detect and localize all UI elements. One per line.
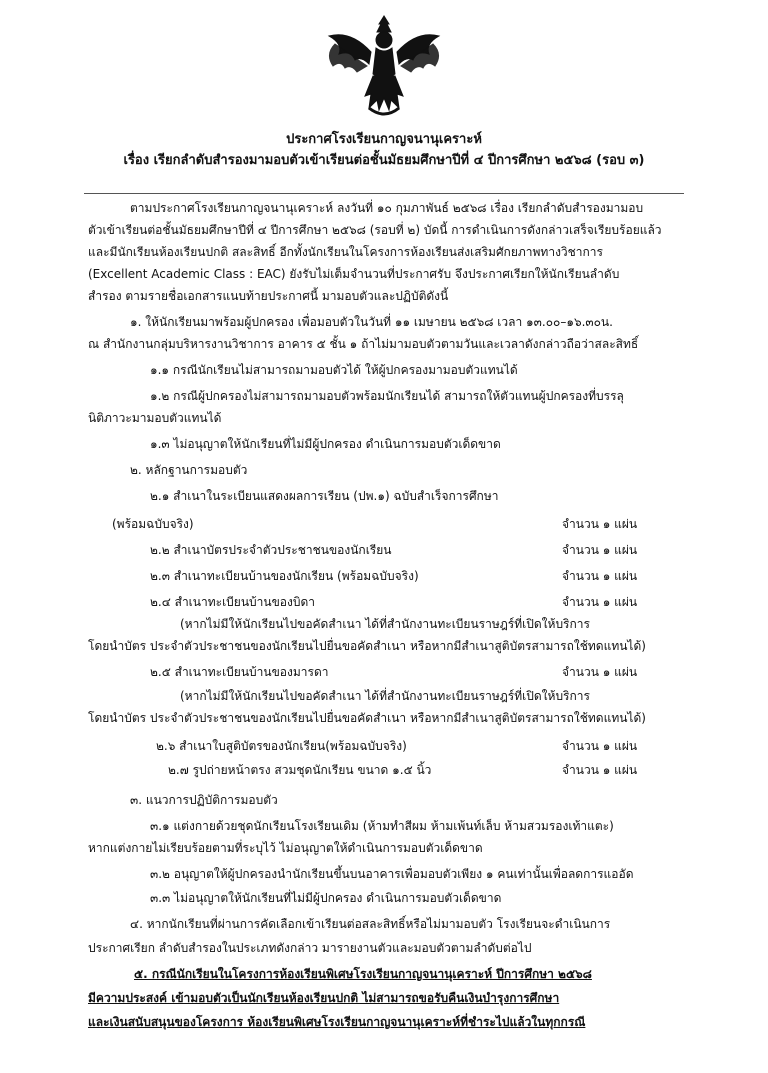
document-quantity: จำนวน ๑ แผ่น — [562, 665, 638, 679]
intro-line: ตัวเข้าเรียนต่อชั้นมัธยมศึกษาปีที่ ๔ ปีการศึกษา ๒๕๖๘ (รอบที่ ๒) บัดนี้ การดำเนินการดังกล่าวเสร็จเรียบร้อยแล้ว — [88, 223, 662, 237]
document-note: (หากไม่มีให้นักเรียนไปขอคัดสำเนา ได้ที่สำนักงานทะเบียนราษฎร์ที่เปิดให้บริการ — [180, 617, 590, 631]
intro-line: สำรอง ตามรายชื่อเอกสารแนบท้ายประกาศนี้ มามอบตัวและปฏิบัติดังนี้ — [88, 289, 449, 303]
item-3-heading: ๓. แนวการปฏิบัติการมอบตัว — [130, 793, 278, 807]
document-quantity: จำนวน ๑ แผ่น — [562, 543, 638, 557]
document-item: ๒.๗ รูปถ่ายหน้าตรง สวมชุดนักเรียน ขนาด ๑.๕ นิ้ว — [168, 763, 432, 777]
item-5-line: ๕. กรณีนักเรียนในโครงการห้องเรียนพิเศษโรงเรียนกาญจนานุเคราะห์ ปีการศึกษา ๒๕๖๘ — [134, 967, 592, 981]
document-item: ๒.๕ สำเนาทะเบียนบ้านของมารดา — [150, 665, 329, 679]
garuda-emblem-icon — [321, 10, 447, 122]
item-1-line: ณ สำนักงานกลุ่มบริหารงานวิชาการ อาคาร ๕ ชั้น ๑ ถ้าไม่มามอบตัวตามวันและเวลาดังกล่าวถือว่าสละสิทธิ์ — [88, 337, 639, 351]
document-quantity: จำนวน ๑ แผ่น — [562, 569, 638, 583]
item-1-line: นิติภาวะมามอบตัวแทนได้ — [88, 411, 222, 425]
document-item: (พร้อมฉบับจริง) — [112, 517, 194, 531]
item-3-sub: ๓.๒ อนุญาตให้ผู้ปกครองนำนักเรียนขึ้นบนอาคารเพื่อมอบตัวเพียง ๑ คนเท่านั้นเพื่อลดการแออัด — [150, 867, 634, 881]
document-item: ๒.๒ สำเนาบัตรประจำตัวประชาชนของนักเรียน — [150, 543, 392, 557]
document-item: ๒.๖ สำเนาใบสูติบัตรของนักเรียน(พร้อมฉบับจริง) — [156, 739, 407, 753]
item-3-sub: ๓.๑ แต่งกายด้วยชุดนักเรียนโรงเรียนเดิม (ห้ามทำสีผม ห้ามเพ้นท์เล็บ ห้ามสวมรองเท้าแตะ) — [150, 819, 614, 833]
item-5-line: มีความประสงค์ เข้ามอบตัวเป็นนักเรียนห้องเรียนปกติ ไม่สามารถขอรับคืนเงินบำรุงการศึกษา — [88, 991, 560, 1005]
document-quantity: จำนวน ๑ แผ่น — [562, 739, 638, 753]
item-1-heading: ๑. ให้นักเรียนมาพร้อมผู้ปกครอง เพื่อมอบตัวในวันที่ ๑๑ เมษายน ๒๕๖๘ เวลา ๑๓.๐๐–๑๖.๓๐น. — [130, 315, 613, 329]
item-1-sub: ๑.๓ ไม่อนุญาตให้นักเรียนที่ไม่มีผู้ปกครอง ดำเนินการมอบตัวเด็ดขาด — [150, 437, 501, 451]
item-4-heading: ๔. หากนักเรียนที่ผ่านการคัดเลือกเข้าเรียนต่อสละสิทธิ์หรือไม่มามอบตัว โรงเรียนจะดำเนินการ — [130, 917, 611, 931]
item-4-line: ประกาศเรียก ลำดับสำรองในประเภทดังกล่าว มารายงานตัวและมอบตัวตามลำดับต่อไป — [88, 941, 532, 955]
document-item: ๒.๓ สำเนาทะเบียนบ้านของนักเรียน (พร้อมฉบับจริง) — [150, 569, 419, 583]
document-item: ๒.๔ สำเนาทะเบียนบ้านของบิดา — [150, 595, 316, 609]
intro-line: (Excellent Academic Class : EAC) ยังรับไม่เต็มจำนวนที่ประกาศรับ จึงประกาศเรียกให้นักเรียนลำดับ — [88, 267, 620, 281]
document-item: ๒.๑ สำเนาในระเบียนแสดงผลการเรียน (ปพ.๑) ฉบับสำเร็จการศึกษา — [150, 489, 499, 503]
item-3-line: หากแต่งกายไม่เรียบร้อยตามที่ระบุไว้ ไม่อนุญาตให้ดำเนินการมอบตัวเด็ดขาด — [88, 841, 483, 855]
document-quantity: จำนวน ๑ แผ่น — [562, 763, 638, 777]
item-5-line: และเงินสนับสนุนของโครงการ ห้องเรียนพิเศษโรงเรียนกาญจนานุเคราะห์ที่ชำระไปแล้วในทุกกรณี — [88, 1015, 586, 1029]
item-3-sub: ๓.๓ ไม่อนุญาตให้นักเรียนที่ไม่มีผู้ปกครอง ดำเนินการมอบตัวเด็ดขาด — [150, 891, 502, 905]
item-2-heading: ๒. หลักฐานการมอบตัว — [130, 463, 248, 477]
document-quantity: จำนวน ๑ แผ่น — [562, 595, 638, 609]
intro-line: และมีนักเรียนห้องเรียนปกติ สละสิทธิ์ อีกทั้งนักเรียนในโครงการห้องเรียนส่งเสริมศักยภาพทางวิชาการ — [88, 245, 603, 259]
divider — [84, 193, 684, 194]
document-note: (หากไม่มีให้นักเรียนไปขอคัดสำเนา ได้ที่สำนักงานทะเบียนราษฎร์ที่เปิดให้บริการ — [180, 689, 590, 703]
intro-line: ตามประกาศโรงเรียนกาญจนานุเคราะห์ ลงวันที่ ๑๐ กุมภาพันธ์ ๒๕๖๘ เรื่อง เรียกลำดับสำรองมามอบ — [130, 201, 644, 215]
item-1-sub: ๑.๒ กรณีผู้ปกครองไม่สามารถมามอบตัวพร้อมนักเรียนได้ สามารถให้ตัวแทนผู้ปกครองที่บรรลุ — [150, 389, 624, 403]
item-1-sub: ๑.๑ กรณีนักเรียนไม่สามารถมามอบตัวได้ ให้ผู้ปกครองมามอบตัวแทนได้ — [150, 363, 518, 377]
document-note: โดยนำบัตร ประจำตัวประชาชนของนักเรียนไปยื่นขอคัดสำเนา หรือหากมีสำเนาสูติบัตรสามารถใช้ทดแทนได้) — [88, 711, 646, 725]
document-note: โดยนำบัตร ประจำตัวประชาชนของนักเรียนไปยื่นขอคัดสำเนา หรือหากมีสำเนาสูติบัตรสามารถใช้ทดแทนได้) — [88, 639, 646, 653]
announcement-subject: เรื่อง เรียกลำดับสำรองมามอบตัวเข้าเรียนต่อชั้นมัธยมศึกษาปีที่ ๔ ปีการศึกษา ๒๕๖๘ (รอบ ๓) — [123, 153, 645, 168]
document-quantity: จำนวน ๑ แผ่น — [562, 517, 638, 531]
announcement-title: ประกาศโรงเรียนกาญจนานุเคราะห์ — [286, 132, 482, 147]
